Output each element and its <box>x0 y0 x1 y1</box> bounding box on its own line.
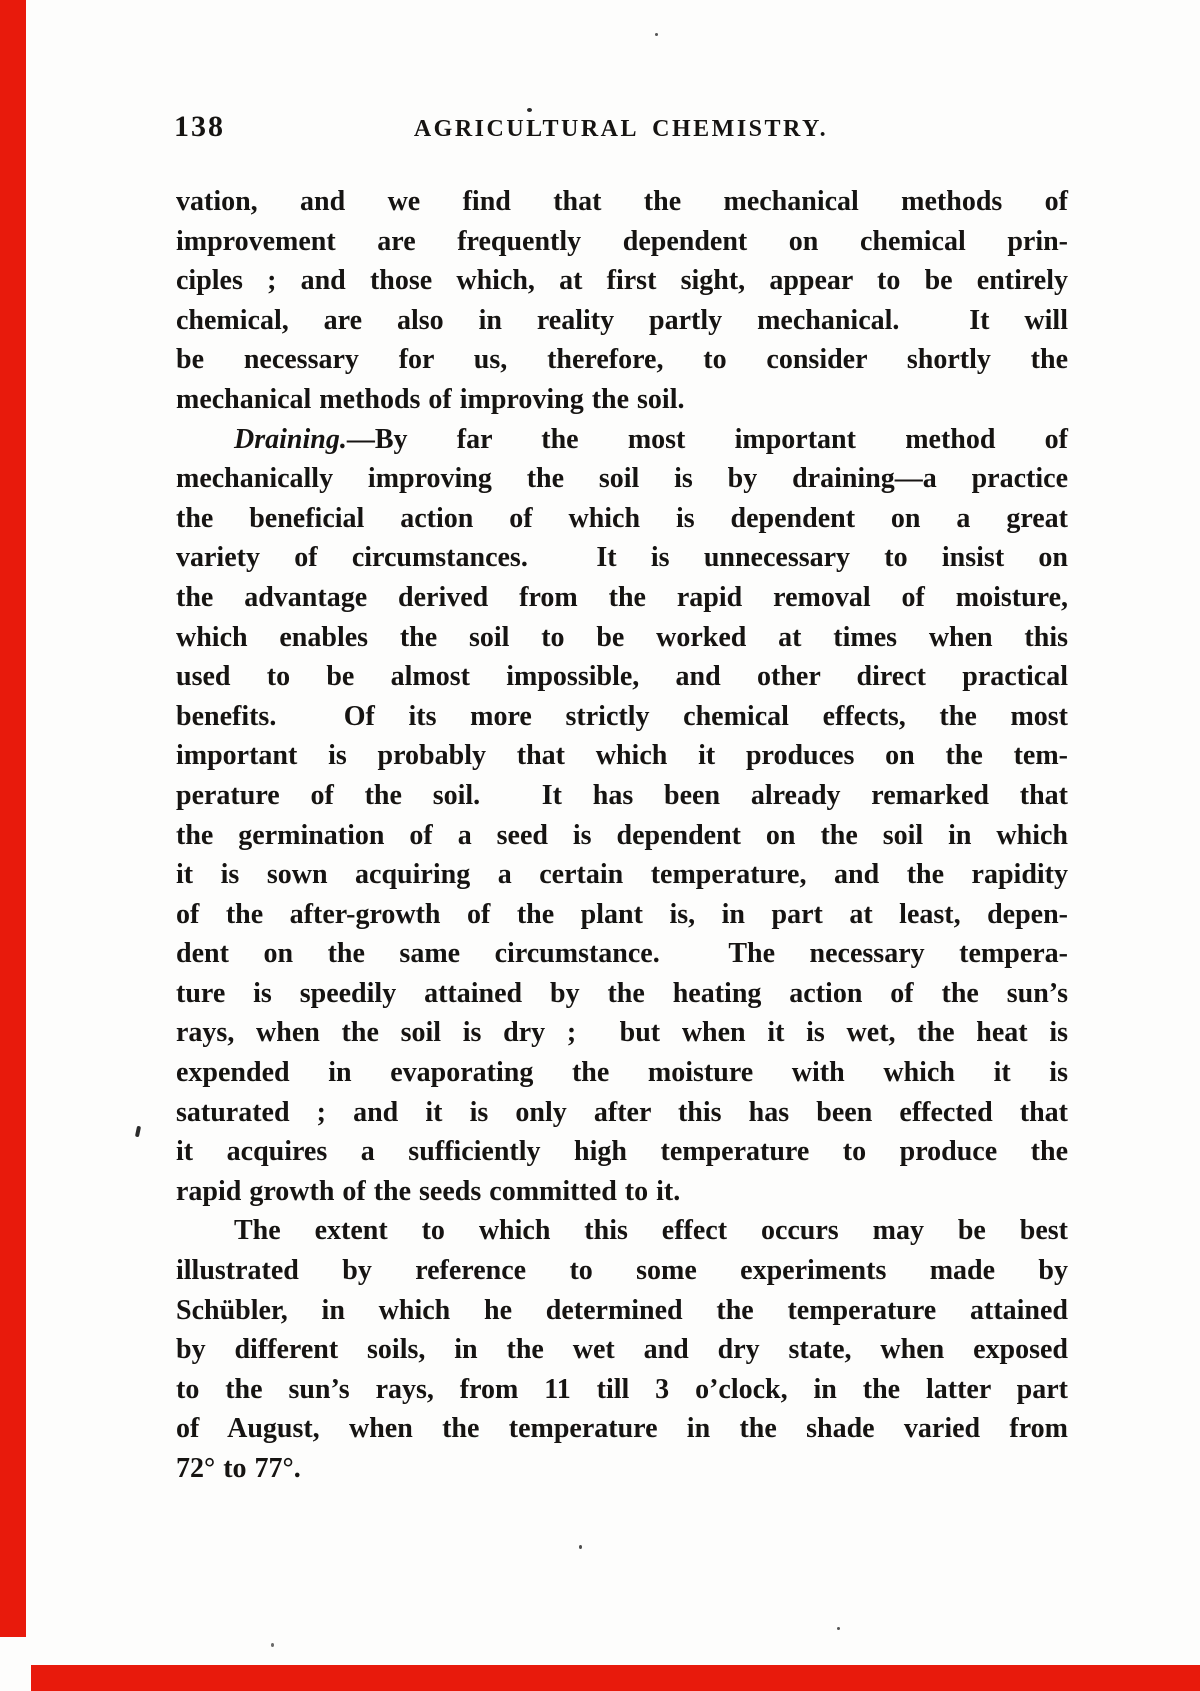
text-line: chemical, are also in reality partly mechanical. It will <box>176 304 1068 336</box>
text-line: of August, when the temperature in the shade varied from <box>176 1413 1068 1445</box>
scan-speck <box>135 1126 141 1138</box>
text-line: perature of the soil. It has been already remarked that <box>176 779 1068 811</box>
text-line: which enables the soil to be worked at times when this <box>176 621 1068 653</box>
text-line: important is probably that which it produces on the tem- <box>176 740 1068 772</box>
text-line: rapid growth of the seeds committed to it. <box>176 1175 681 1207</box>
scan-speck <box>527 108 532 112</box>
text-line: ture is speedily attained by the heating action of the sun’s <box>176 977 1068 1009</box>
text-line: ciples ; and those which, at first sight, appear to be entirely <box>176 265 1068 297</box>
text-line: used to be almost impossible, and other direct practical <box>176 661 1068 693</box>
scan-edge-red-bar-bottom <box>31 1665 1200 1691</box>
text-line: be necessary for us, therefore, to consider shortly the <box>176 344 1068 376</box>
text-line: expended in evaporating the moisture with which it is <box>176 1057 1068 1089</box>
text-line: the germination of a seed is dependent on the soil in which <box>176 819 1068 851</box>
text-line: Draining.—By far the most important method of <box>234 423 1068 455</box>
page-number: 138 <box>174 110 225 143</box>
text-line: of the after-growth of the plant is, in part at least, depen- <box>176 898 1068 930</box>
text-line: saturated ; and it is only after this has been effected that <box>176 1096 1068 1128</box>
text-line: rays, when the soil is dry ; but when it is wet, the heat is <box>176 1017 1068 1049</box>
scan-speck <box>837 1627 840 1630</box>
text-line: illustrated by reference to some experiments made by <box>176 1255 1068 1287</box>
text-line: vation, and we find that the mechanical methods of <box>176 186 1068 217</box>
text-line: mechanical methods of improving the soil. <box>176 383 685 415</box>
text-line: by different soils, in the wet and dry state, when exposed <box>176 1334 1068 1366</box>
paragraph-lead-italic: Draining. <box>234 423 347 455</box>
text-line: improvement are frequently dependent on chemical prin- <box>176 225 1068 257</box>
scan-speck <box>579 1545 582 1549</box>
text-line: it acquires a sufficiently high temperature to produce the <box>176 1136 1068 1168</box>
text-line: to the sun’s rays, from 11 till 3 o’clock, in the latter part <box>176 1373 1068 1405</box>
text-line: the advantage derived from the rapid removal of moisture, <box>176 581 1068 613</box>
text-line: Schübler, in which he determined the temperature attained <box>176 1294 1068 1326</box>
text-line: The extent to which this effect occurs may be best <box>234 1215 1068 1247</box>
running-title: AGRICULTURAL CHEMISTRY. <box>413 116 829 142</box>
text-line: 72° to 77°. <box>176 1453 301 1484</box>
scan-speck <box>655 33 658 36</box>
text-line: the beneficial action of which is dependent on a great <box>176 502 1068 534</box>
scan-edge-red-bar-left <box>0 0 26 1637</box>
text-line: it is sown acquiring a certain temperature, and the rapidity <box>176 859 1068 891</box>
text-line: dent on the same circumstance. The necessary tempera- <box>176 938 1068 970</box>
text-line: variety of circumstances. It is unnecessary to insist on <box>176 542 1068 574</box>
page-text <box>176 182 1068 1489</box>
text-line: benefits. Of its more strictly chemical effects, the most <box>176 700 1068 732</box>
scan-speck <box>271 1643 274 1647</box>
text-line: mechanically improving the soil is by draining—a practice <box>176 463 1068 495</box>
